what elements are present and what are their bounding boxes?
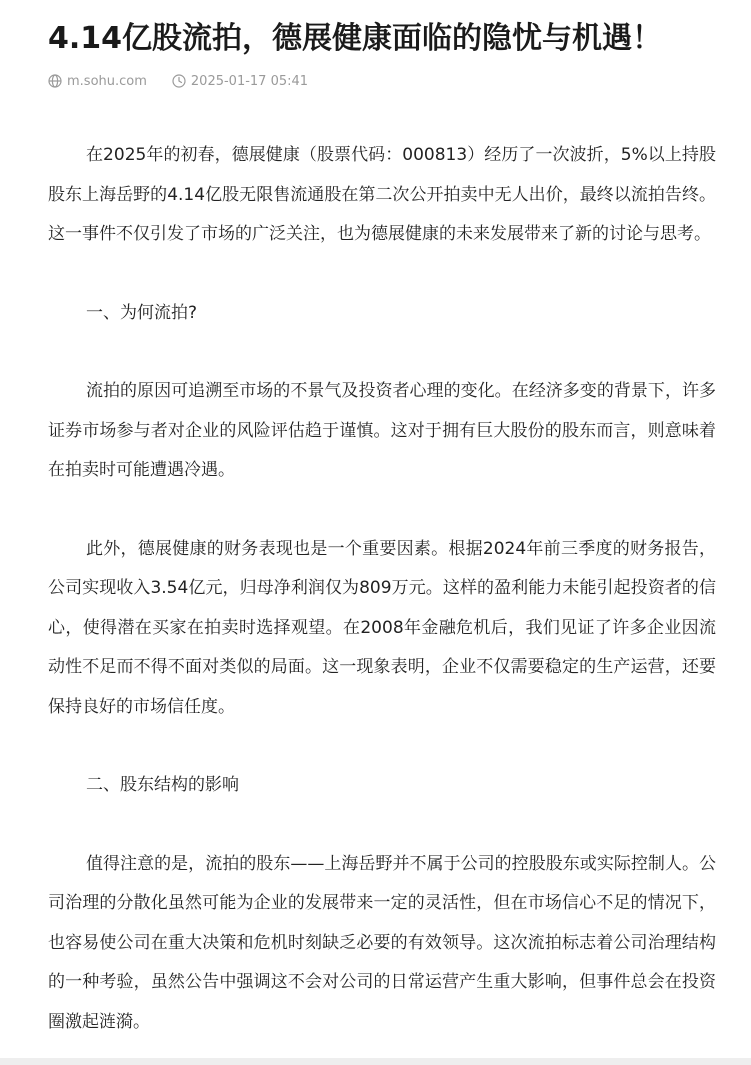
paragraph: 此外，德展健康的财务表现也是一个重要因素。根据2024年前三季度的财务报告，公司实现收入3.54亿元，归母净利润仅为809万元。这样的盈利能力未能引起投资者的信心，使得潜在买家在拍卖时选择观望。在2008年金融危机后，我们见证了许多企业因流动性不足而不得不面对类似的局面。这一现象表明，企业不仅需要稳定的生产运营，还要保持良好的市场信任度。: [48, 538, 716, 717]
paragraph: 流拍的原因可追溯至市场的不景气及投资者心理的变化。在经济多变的背景下，许多证券市场参与者对企业的风险评估趋于谨慎。这对于拥有巨大股份的股东而言，则意味着在拍卖时可能遭遇冷遇。: [48, 381, 716, 480]
section-heading: 一、为何流拍?: [86, 302, 198, 323]
time-info: [172, 74, 308, 89]
clock-icon: [172, 74, 186, 88]
article-title: 4.14亿股流拍，德展健康面临的隐忧与机遇！: [48, 21, 663, 56]
source-info[interactable]: [48, 74, 147, 89]
footer-divider: [0, 1058, 751, 1065]
paragraph: 在2025年的初春，德展健康（股票代码：000813）经历了一次波折，5%以上持股股东上海岳野的4.14亿股无限售流通股在第二次公开拍卖中无人出价，最终以流拍告终。这一事件不仅引发了市场的广泛关注，也为德展健康的未来发展带来了新的讨论与思考。: [48, 145, 716, 244]
section-heading: 二、股东结构的影响: [86, 775, 239, 795]
publish-time: 2025-01-17 05:41: [190, 73, 309, 89]
article-body: [48, 136, 716, 1065]
source-link[interactable]: m.sohu.com: [67, 73, 147, 89]
globe-icon: [48, 74, 62, 88]
article-meta: [48, 70, 308, 92]
paragraph: 值得注意的是，流拍的股东——上海岳野并不属于公司的控股股东或实际控制人。公司治理的分散化虽然可能为企业的发展带来一定的灵活性，但在市场信心不足的情况下，也容易使公司在重大决策和危机时刻缺乏必要的有效领导。这次流拍标志着公司治理结构的一种考验，虽然公告中强调这不会对公司的日常运营产生重大影响，但事件总会在投资圈激起涟漪。: [48, 853, 716, 1032]
